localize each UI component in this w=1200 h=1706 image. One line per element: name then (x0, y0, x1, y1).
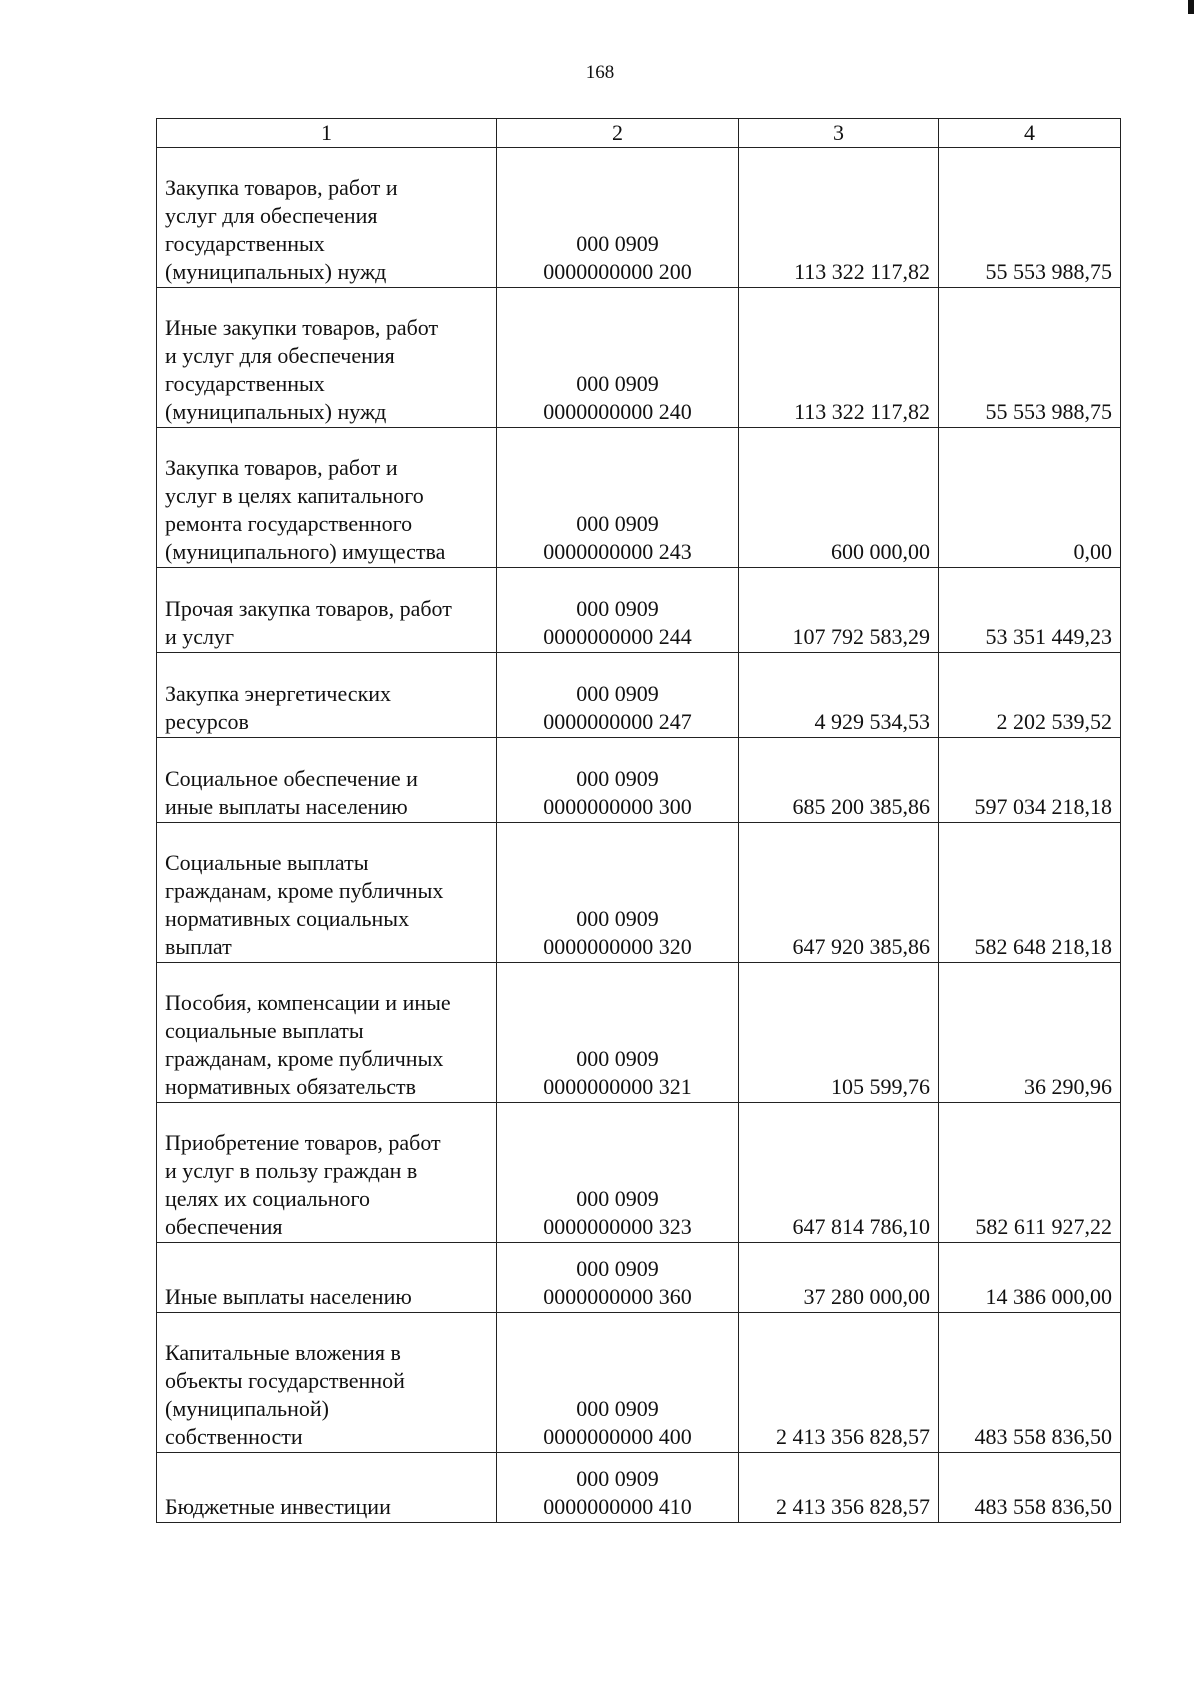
row-name-line: обеспечения (165, 1214, 283, 1239)
row-name-line: ремонта государственного (165, 511, 413, 536)
row-name-line: нормативных социальных (165, 906, 410, 931)
row-code-cell (497, 823, 739, 963)
table-row (157, 1243, 1121, 1313)
row-col3-value: 113 322 117,82 (739, 148, 939, 288)
row-name-line: Иные закупки товаров, работ (165, 315, 439, 340)
row-name-cell (157, 738, 497, 823)
row-name-cell (157, 963, 497, 1103)
row-code2: 0000000000 244 (543, 624, 692, 649)
row-name-line: выплат (165, 934, 232, 959)
row-code1: 000 0909 (576, 1256, 659, 1281)
row-col4-value: 582 648 218,18 (939, 823, 1121, 963)
row-code-cell (497, 1103, 739, 1243)
header-col-1: 1 (157, 119, 497, 148)
row-code-cell (497, 568, 739, 653)
row-name-line: Иные выплаты населению (165, 1284, 412, 1309)
row-name-line: (муниципальных) нужд (165, 259, 387, 284)
row-code2: 0000000000 320 (543, 934, 692, 959)
row-col3-value: 647 920 385,86 (739, 823, 939, 963)
row-code1: 000 0909 (576, 906, 659, 931)
row-name-line: услуг для обеспечения (165, 203, 378, 228)
row-code1: 000 0909 (576, 1466, 659, 1491)
row-code-cell (497, 738, 739, 823)
row-col4-value: 597 034 218,18 (939, 738, 1121, 823)
row-code2: 0000000000 400 (543, 1424, 692, 1449)
row-name-line: Закупка товаров, работ и (165, 455, 398, 480)
row-col4-value: 55 553 988,75 (939, 288, 1121, 428)
row-name-line: Социальные выплаты (165, 850, 369, 875)
row-col4-value: 0,00 (939, 428, 1121, 568)
row-name-line: целях их социального (165, 1186, 370, 1211)
row-col4-value: 483 558 836,50 (939, 1313, 1121, 1453)
row-code1: 000 0909 (576, 766, 659, 791)
row-name-line: иные выплаты населению (165, 794, 408, 819)
row-code2: 0000000000 247 (543, 709, 692, 734)
row-name-line: Пособия, компенсации и иные (165, 990, 451, 1015)
row-name-line: (муниципального) имущества (165, 539, 446, 564)
row-code1: 000 0909 (576, 596, 659, 621)
row-name-line: (муниципальной) (165, 1396, 329, 1421)
row-code-cell (497, 1243, 739, 1313)
table-header-row (157, 119, 1121, 148)
row-name-line: Приобретение товаров, работ (165, 1130, 441, 1155)
row-col3-value: 2 413 356 828,57 (739, 1313, 939, 1453)
row-code-cell (497, 653, 739, 738)
row-name-cell (157, 1243, 497, 1313)
page-number: 168 (585, 62, 615, 83)
row-name-line: и услуг (165, 624, 235, 649)
budget-table (156, 118, 1121, 1523)
row-code1: 000 0909 (576, 231, 659, 256)
row-code2: 0000000000 321 (543, 1074, 692, 1099)
row-code1: 000 0909 (576, 681, 659, 706)
table-row (157, 148, 1121, 288)
row-name-line: нормативных обязательств (165, 1074, 417, 1099)
row-name-line: социальные выплаты (165, 1018, 364, 1043)
row-code2: 0000000000 243 (543, 539, 692, 564)
row-col3-value: 685 200 385,86 (739, 738, 939, 823)
row-name-line: Прочая закупка товаров, работ (165, 596, 452, 621)
row-col3-value: 105 599,76 (739, 963, 939, 1103)
row-col4-value: 55 553 988,75 (939, 148, 1121, 288)
table-row (157, 288, 1121, 428)
table-row (157, 653, 1121, 738)
row-name-line: государственных (165, 371, 325, 396)
row-col4-value: 582 611 927,22 (939, 1103, 1121, 1243)
row-name-line: собственности (165, 1424, 303, 1449)
row-name-line: гражданам, кроме публичных (165, 1046, 444, 1071)
row-name-cell (157, 148, 497, 288)
row-code2: 0000000000 360 (543, 1284, 692, 1309)
row-col4-value: 2 202 539,52 (939, 653, 1121, 738)
row-name-line: Закупка энергетических (165, 681, 392, 706)
row-name-line: Бюджетные инвестиции (165, 1494, 391, 1519)
table-body (157, 148, 1121, 1523)
row-name-line: и услуг в пользу граждан в (165, 1158, 418, 1183)
row-code-cell (497, 148, 739, 288)
row-col4-value: 14 386 000,00 (939, 1243, 1121, 1313)
row-col3-value: 600 000,00 (739, 428, 939, 568)
scan-edge-mark (1188, 0, 1194, 14)
row-name-cell (157, 823, 497, 963)
row-col4-value: 36 290,96 (939, 963, 1121, 1103)
row-name-cell (157, 568, 497, 653)
row-name-line: и услуг для обеспечения (165, 343, 395, 368)
row-col4-value: 53 351 449,23 (939, 568, 1121, 653)
header-col-4: 4 (939, 119, 1121, 148)
row-name-line: (муниципальных) нужд (165, 399, 387, 424)
row-code1: 000 0909 (576, 1396, 659, 1421)
row-name-line: услуг в целях капитального (165, 483, 424, 508)
table-row (157, 1313, 1121, 1453)
table-row (157, 963, 1121, 1103)
row-code2: 0000000000 323 (543, 1214, 692, 1239)
row-code2: 0000000000 200 (543, 259, 692, 284)
row-name-cell (157, 653, 497, 738)
row-col3-value: 4 929 534,53 (739, 653, 939, 738)
row-code2: 0000000000 300 (543, 794, 692, 819)
row-name-cell (157, 1103, 497, 1243)
row-name-cell (157, 428, 497, 568)
row-code2: 0000000000 240 (543, 399, 692, 424)
table-row (157, 738, 1121, 823)
row-name-line: Капитальные вложения в (165, 1340, 401, 1365)
row-code1: 000 0909 (576, 1186, 659, 1211)
row-code-cell (497, 288, 739, 428)
row-code2: 0000000000 410 (543, 1494, 692, 1519)
row-name-line: Закупка товаров, работ и (165, 175, 398, 200)
row-code-cell (497, 428, 739, 568)
row-code-cell (497, 1453, 739, 1523)
table-row (157, 1103, 1121, 1243)
row-code-cell (497, 963, 739, 1103)
header-col-2: 2 (497, 119, 739, 148)
row-col3-value: 113 322 117,82 (739, 288, 939, 428)
table-row (157, 1453, 1121, 1523)
row-code1: 000 0909 (576, 511, 659, 536)
row-col3-value: 2 413 356 828,57 (739, 1453, 939, 1523)
table-row (157, 823, 1121, 963)
row-col3-value: 647 814 786,10 (739, 1103, 939, 1243)
row-code1: 000 0909 (576, 371, 659, 396)
row-name-cell (157, 1313, 497, 1453)
table-row (157, 428, 1121, 568)
row-col4-value: 483 558 836,50 (939, 1453, 1121, 1523)
row-name-line: государственных (165, 231, 325, 256)
row-name-line: объекты государственной (165, 1368, 405, 1393)
header-col-3: 3 (739, 119, 939, 148)
row-name-cell (157, 288, 497, 428)
row-name-line: гражданам, кроме публичных (165, 878, 444, 903)
row-name-line: Социальное обеспечение и (165, 766, 418, 791)
table-row (157, 568, 1121, 653)
row-name-cell (157, 1453, 497, 1523)
row-code-cell (497, 1313, 739, 1453)
row-code1: 000 0909 (576, 1046, 659, 1071)
row-col3-value: 37 280 000,00 (739, 1243, 939, 1313)
row-name-line: ресурсов (165, 709, 249, 734)
row-col3-value: 107 792 583,29 (739, 568, 939, 653)
